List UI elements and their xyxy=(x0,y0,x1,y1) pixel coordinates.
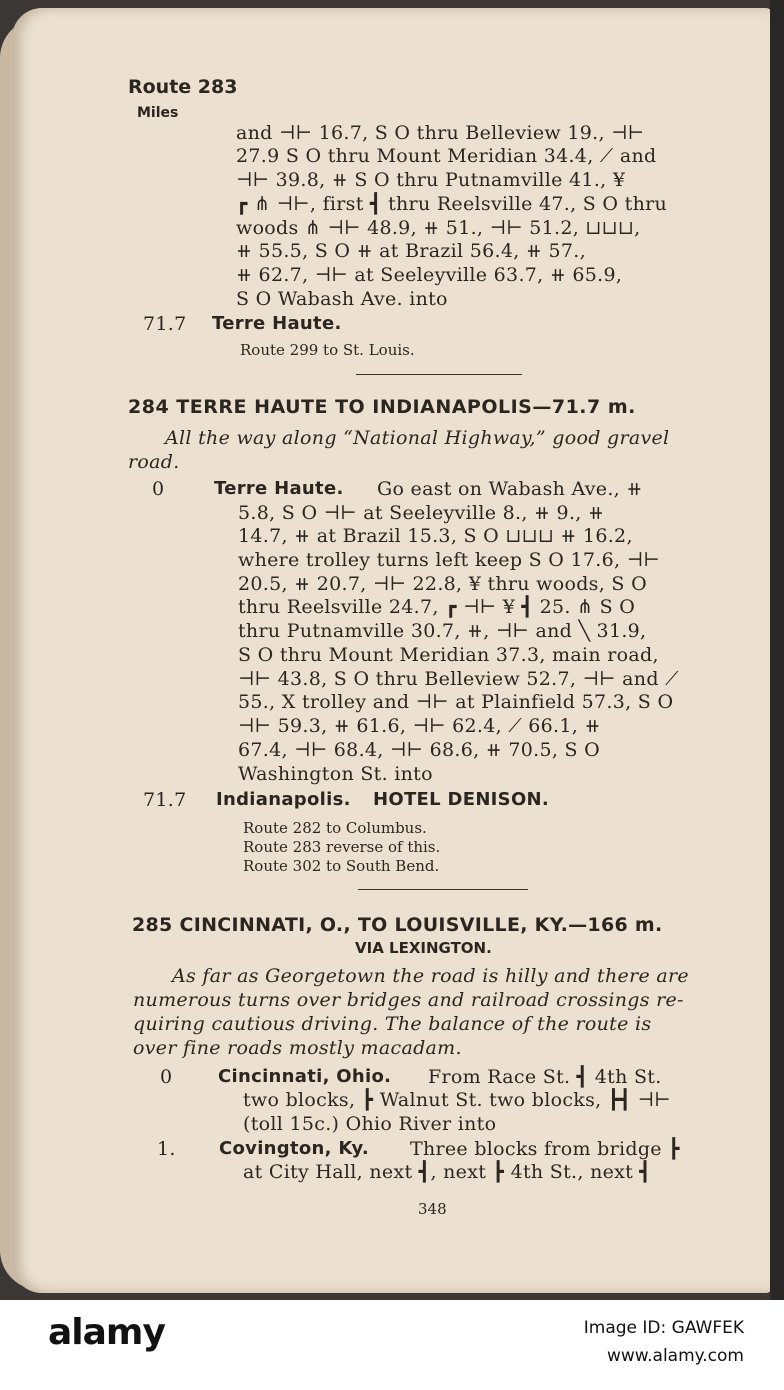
mile-number: 0 xyxy=(152,478,165,500)
route283-line: 27.9 S O thru Mount Meridian 34.4, ⟋ and xyxy=(236,145,657,167)
route285-line: (toll 15c.) Ohio River into xyxy=(243,1113,497,1135)
section-divider xyxy=(358,889,528,890)
place-name: Terre Haute. xyxy=(212,313,342,334)
route-heading: 285 CINCINNATI, O., TO LOUISVILLE, KY.—166 m. xyxy=(132,914,663,936)
route285-line: From Race St. ┫ 4th St. xyxy=(428,1066,662,1088)
place-name: Terre Haute. xyxy=(214,478,344,499)
route-intro: quiring cautious driving. The balance of the route is xyxy=(133,1013,652,1035)
hotel-name: HOTEL DENISON. xyxy=(373,789,550,810)
route285-line: two blocks, ┣ Walnut St. two blocks, ┣┫ ⊣⊢ xyxy=(243,1089,671,1111)
route284-line: thru Putnamville 30.7, ⧺, ⊣⊢ and ╲ 31.9, xyxy=(238,620,647,642)
route283-line: S O Wabash Ave. into xyxy=(236,288,448,310)
route-note: Route 299 to St. Louis. xyxy=(240,341,415,359)
route-intro: numerous turns over bridges and railroad crossings re- xyxy=(133,989,684,1011)
route283-line: ⧺ 55.5, S O ⧺ at Brazil 56.4, ⧺ 57., xyxy=(236,240,586,262)
route283-line: ┏ ⋔ ⊣⊢, first ┫ thru Reelsville 47., S O thru xyxy=(236,193,668,215)
route-header: Route 283 xyxy=(128,76,238,98)
route284-line: S O thru Mount Meridian 37.3, main road, xyxy=(238,644,659,666)
route284-line: 67.4, ⊣⊢ 68.4, ⊣⊢ 68.6, ⧺ 70.5, S O xyxy=(238,739,601,761)
book-spine xyxy=(770,0,784,1300)
route283-line: woods ⋔ ⊣⊢ 48.9, ⧺ 51., ⊣⊢ 51.2, ⊔⊔⊔, xyxy=(236,217,641,239)
page-number: 348 xyxy=(418,1200,447,1218)
route-note: Route 282 to Columbus. xyxy=(243,819,427,837)
place-name: Covington, Ky. xyxy=(219,1138,369,1159)
route-note: Route 283 reverse of this. xyxy=(243,838,441,856)
route-intro: over fine roads mostly macadam. xyxy=(133,1037,462,1059)
mile-number: 71.7 xyxy=(143,789,187,811)
route-heading: 284 TERRE HAUTE TO INDIANAPOLIS—71.7 m. xyxy=(128,396,636,418)
route283-line: and ⊣⊢ 16.7, S O thru Belleview 19., ⊣⊢ xyxy=(236,122,645,144)
section-divider xyxy=(356,374,522,375)
mile-number: 1. xyxy=(157,1138,176,1160)
route-note: Route 302 to South Bend. xyxy=(243,857,440,875)
route284-line: ⊣⊢ 43.8, S O thru Belleview 52.7, ⊣⊢ and ⟋ xyxy=(238,668,679,690)
route-intro: road. xyxy=(128,451,180,473)
route-via: VIA LEXINGTON. xyxy=(355,939,492,957)
route284-line: 20.5, ⧺ 20.7, ⊣⊢ 22.8, ¥ thru woods, S O xyxy=(238,573,647,595)
route-intro: All the way along “National Highway,” good gravel xyxy=(165,427,670,449)
route284-line: 5.8, S O ⊣⊢ at Seeleyville 8., ⧺ 9., ⧺ xyxy=(238,502,605,524)
route-intro: As far as Georgetown the road is hilly and there are xyxy=(172,965,689,987)
route285-line: at City Hall, next ┫, next ┣ 4th St., next ┫ xyxy=(243,1161,652,1183)
alamy-logo: alamy xyxy=(48,1312,165,1353)
route284-line: 55., X trolley and ⊣⊢ at Plainfield 57.3, S O xyxy=(238,691,674,713)
route284-line: thru Reelsville 24.7, ┏ ⊣⊢ ¥ ┫ 25. ⋔ S O xyxy=(238,596,636,618)
route283-line: ⊣⊢ 39.8, ⧺ S O thru Putnamville 41., ¥ xyxy=(236,169,626,191)
miles-label: Miles xyxy=(137,105,179,121)
route283-line: ⧺ 62.7, ⊣⊢ at Seeleyville 63.7, ⧺ 65.9, xyxy=(236,264,623,286)
route285-line: Three blocks from bridge ┣ xyxy=(410,1138,680,1160)
route284-line: 14.7, ⧺ at Brazil 15.3, S O ⊔⊔⊔ ⧺ 16.2, xyxy=(238,525,633,547)
image-id: Image ID: GAWFEK xyxy=(583,1318,744,1338)
image-url: www.alamy.com xyxy=(606,1346,744,1366)
route284-line: Go east on Wabash Ave., ⧺ xyxy=(377,478,643,500)
mile-number: 71.7 xyxy=(143,313,187,335)
route284-line: where trolley turns left keep S O 17.6, ⊣⊢ xyxy=(238,549,660,571)
route284-line: Washington St. into xyxy=(238,763,433,785)
mile-number: 0 xyxy=(160,1066,173,1088)
route284-line: ⊣⊢ 59.3, ⧺ 61.6, ⊣⊢ 62.4, ⟋ 66.1, ⧺ xyxy=(238,715,601,737)
place-name: Cincinnati, Ohio. xyxy=(218,1066,392,1087)
place-name: Indianapolis. xyxy=(216,789,351,810)
